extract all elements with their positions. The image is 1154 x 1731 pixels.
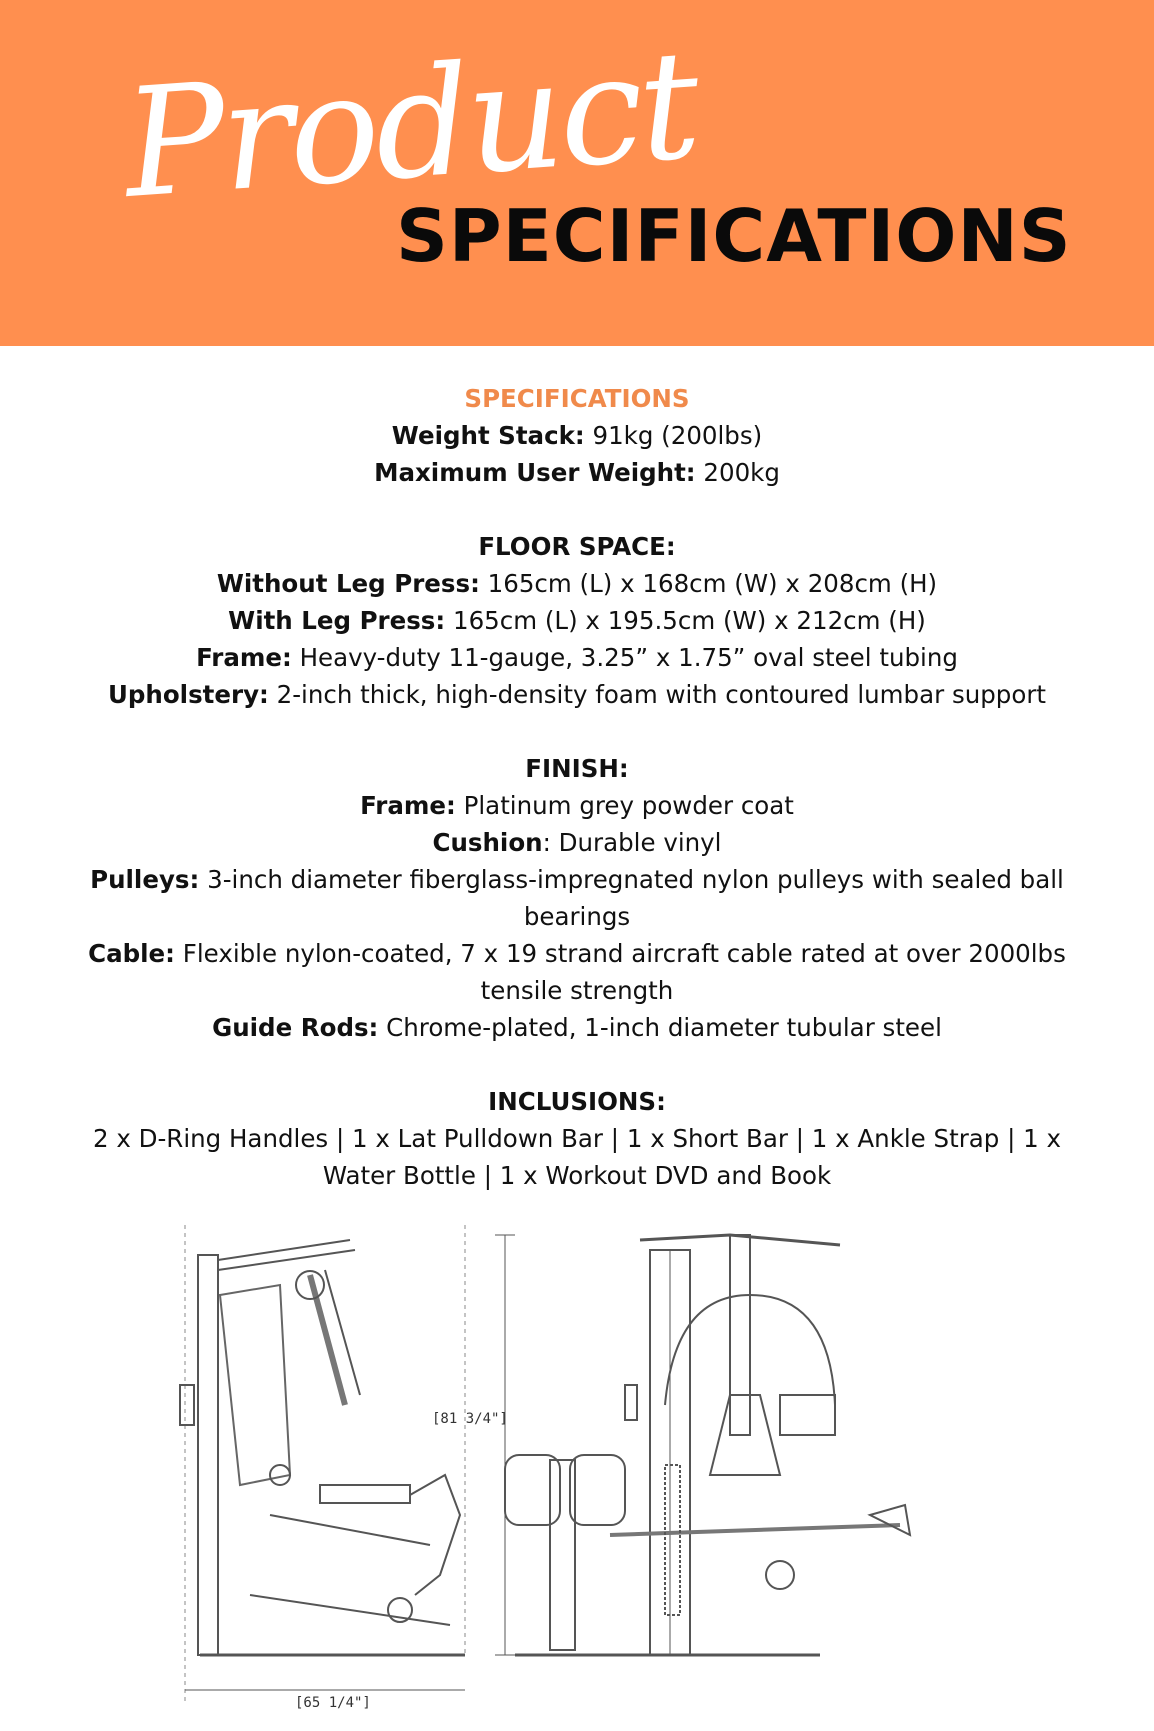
weight-stack-label: Weight Stack: [391, 421, 585, 450]
specifications-heading: SPECIFICATIONS [464, 384, 690, 413]
upholstery-value: 2-inch thick, high-density foam with contoured lumbar support [268, 680, 1047, 709]
max-user-label: Maximum User Weight: [374, 458, 696, 487]
inclusions-heading: INCLUSIONS: [488, 1087, 666, 1116]
frame-value: Heavy-duty 11-gauge, 3.25” x 1.75” oval steel tubing [291, 643, 958, 672]
without-leg-press-line [0, 565, 1154, 602]
header-script-word: Product [118, 18, 702, 232]
weight-stack-line [0, 417, 1154, 454]
home-gym-diagrams [170, 1215, 1000, 1715]
inclusions-text: 2 x D-Ring Handles | 1 x Lat Pulldown Bar | 1 x Short Bar | 1 x Ankle Strap | 1 x Water Bottle | 1 x Workout DVD and Book [92, 1124, 1062, 1190]
spec-content [0, 380, 1154, 1194]
side-view-diagram [180, 1225, 465, 1705]
with-leg-press-value: 165cm (L) x 195.5cm (W) x 212cm (H) [445, 606, 926, 635]
front-view-diagram [505, 1235, 910, 1655]
guide-rods-value: Chrome-plated, 1-inch diameter tubular steel [378, 1013, 942, 1042]
header-block-word: SPECIFICATIONS [396, 194, 1072, 278]
weight-stack-value: 91kg (200lbs) [584, 421, 763, 450]
cable-value: Flexible nylon-coated, 7 x 19 strand aircraft cable rated at over 2000lbs tensile strength [174, 939, 1066, 1005]
finish-frame-line [0, 787, 1154, 824]
upholstery-label: Upholstery: [107, 680, 269, 709]
without-leg-press-label: Without Leg Press: [216, 569, 480, 598]
cushion-line [0, 824, 1154, 861]
with-leg-press-line [0, 602, 1154, 639]
guide-rods-line [0, 1009, 1154, 1046]
max-user-line [0, 454, 1154, 491]
finish-heading: FINISH: [525, 754, 629, 783]
height-dimension [495, 1235, 515, 1655]
cable-label: Cable: [88, 939, 175, 968]
with-leg-press-label: With Leg Press: [228, 606, 446, 635]
upholstery-line [0, 676, 1154, 713]
cushion-value: : Durable vinyl [542, 828, 722, 857]
pulleys-line [0, 861, 1154, 935]
cushion-label: Cushion [432, 828, 543, 857]
frame-line [0, 639, 1154, 676]
finish-frame-label: Frame: [360, 791, 456, 820]
header-banner [0, 0, 1154, 346]
pulleys-label: Pulleys: [90, 865, 200, 894]
guide-rods-label: Guide Rods: [212, 1013, 379, 1042]
cable-line [0, 935, 1154, 1009]
floor-space-heading: FLOOR SPACE: [478, 532, 676, 561]
width-dimension-label: [65 1/4"] [295, 1695, 371, 1711]
max-user-value: 200kg [695, 458, 780, 487]
height-dimension-label: [81 3/4"] [432, 1411, 508, 1427]
pulleys-value: 3-inch diameter fiberglass-impregnated nylon pulleys with sealed ball bearings [199, 865, 1064, 931]
without-leg-press-value: 165cm (L) x 168cm (W) x 208cm (H) [479, 569, 938, 598]
frame-label: Frame: [196, 643, 292, 672]
finish-frame-value: Platinum grey powder coat [455, 791, 794, 820]
